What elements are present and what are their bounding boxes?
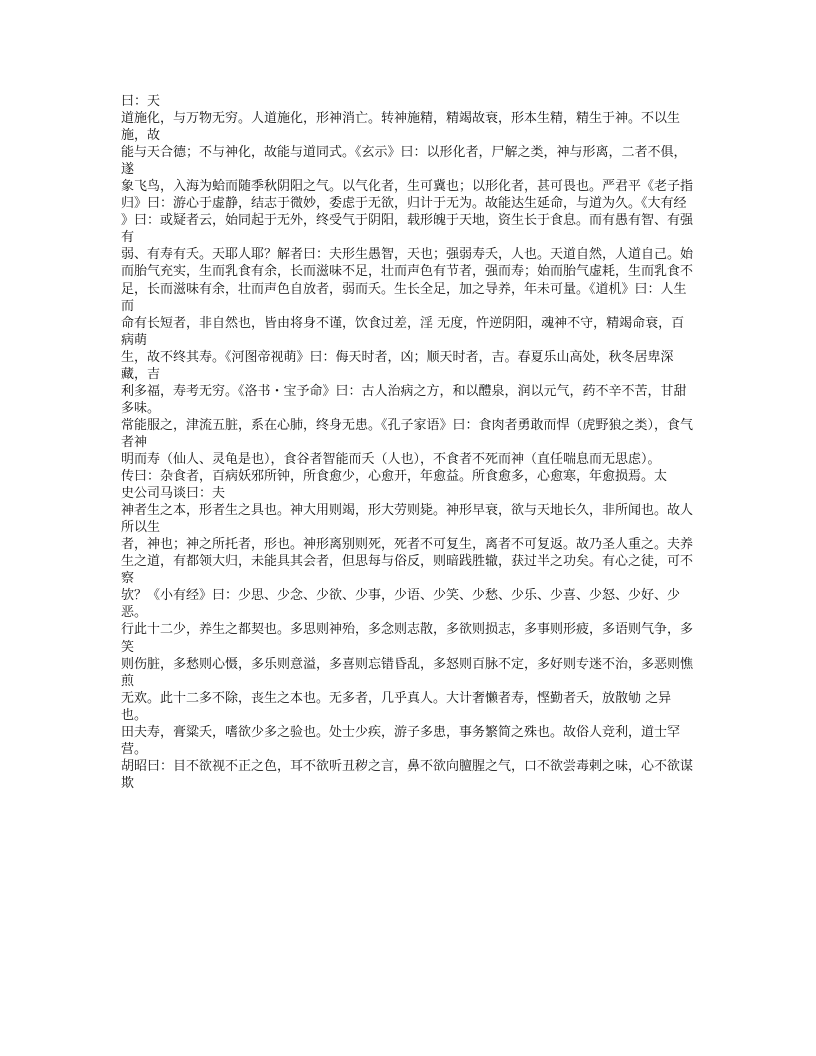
- text-line: 象飞鸟，入海为蛤而随季秋阴阳之气。以气化者，生可冀也；以形化者，甚可畏也。严君平《老子指: [121, 179, 694, 195]
- text-line: 行此十二少，养生之都契也。多思则神殆，多念则志散，多欲则损志，多事则形疲，多语则气争，多笑: [121, 622, 694, 655]
- text-line: 常能服之，津流五脏，系在心肺，终身无患。《孔子家语》曰：食肉者勇敢而悍（虎野狼之类），食气者神: [121, 417, 694, 450]
- text-line: 无欢。此十二多不除，丧生之本也。无多者，几乎真人。大计奢懒者寿，悭勤者夭，放散劬 之异也。: [121, 690, 672, 723]
- document-body: [121, 93, 697, 792]
- text-line: 胡昭曰：目不欲视不正之色，耳不欲听丑秽之言，鼻不欲向膻腥之气，口不欲尝毒剌之味，心不欲谋欺: [121, 758, 694, 791]
- text-line: 欤？《小有经》曰：少思、少念、少欲、少事，少语、少笑、少愁、少乐、少喜、少怒、少好、少恶。: [121, 588, 681, 621]
- text-line: 而胎气充实，生而乳食有余，长而滋味不足，壮而声色有节者，强而寿；始而胎气虚耗，生而乳食不: [121, 264, 694, 280]
- text-line: 田夫寿，膏粱夭，嗜欲少多之验也。处士少疾，游子多患，事务繁简之殊也。故俗人竞利，道士罕营。: [121, 724, 681, 757]
- text-line: 传曰：杂食者，百病妖邪所钟，所食愈少，心愈开，年愈益。所食愈多，心愈寒，年愈损焉。太: [121, 469, 668, 485]
- text-line: 弱、有寿有夭。天耶人耶？解者曰：夫形生愚智，天也；强弱寿夭，人也。天道自然，人道自己。始: [121, 247, 694, 263]
- text-line: 史公司马谈曰：夫: [121, 486, 226, 502]
- text-line: 神者生之本，形者生之具也。神大用则竭，形大劳则毙。神形早衰，欲与天地长久，非所闻也。故人所以生: [121, 503, 694, 536]
- text-line: 》曰：或疑者云，始同起于无外，终受气于阴阳，载形魄于天地，资生长于食息。而有愚有智、有强有: [121, 213, 694, 246]
- text-line: 利多福，寿考无穷。《洛书・宝予命》曰：古人治病之方，和以醴泉，润以元气，药不辛不苦，甘甜多味。: [121, 383, 687, 416]
- text-line: 足，长而滋味有余，壮而声色自放者，弱而夭。生长全足，加之导养，年未可量。《道机》曰：人生而: [121, 281, 687, 314]
- text-line: 生，故不终其寿。《河图帝视萌》曰：侮天时者，凶；顺天时者，吉。春夏乐山高处，秋冬居卑深藏，吉: [121, 349, 674, 382]
- text-line: 能与天合德；不与神化，故能与道同式。《玄示》曰：以形化者，尸解之类，神与形离，二者不俱，遂: [121, 145, 687, 178]
- text-line: 生之道，有都领大归，未能具其会者，但思每与俗反，则暗践胜辙，获过半之功矣。有心之徒，可不察: [121, 554, 694, 587]
- text-line: 道施化，与万物无穷。人道施化，形神消亡。转神施精，精竭故衰，形本生精，精生于神。不以生施，故: [121, 111, 681, 144]
- text-line: 命有长短者，非自然也，皆由将身不谨，饮食过差，淫 无度，忤逆阴阳，魂神不守，精竭命衰，百病萌: [121, 315, 685, 348]
- text-line: 明而寿（仙人、灵龟是也），食谷者智能而夭（人也），不食者不死而神（直任喘息而无思虑）。: [121, 451, 661, 467]
- text-line: 则伤脏，多愁则心慑，多乐则意溢，多喜则忘错昏乱，多怒则百脉不定，多好则专迷不治，多恶则憔煎: [121, 656, 694, 689]
- text-line: 者，神也；神之所托者，形也。神形离别则死，死者不可复生，离者不可复返。故乃圣人重之。夫养: [121, 537, 694, 553]
- text-line: 曰：天: [121, 94, 161, 109]
- text-line: 归》曰：游心于虚静，结志于微妙，委虑于无欲，归计于无为。故能达生延命，与道为久。《大有经: [121, 196, 687, 212]
